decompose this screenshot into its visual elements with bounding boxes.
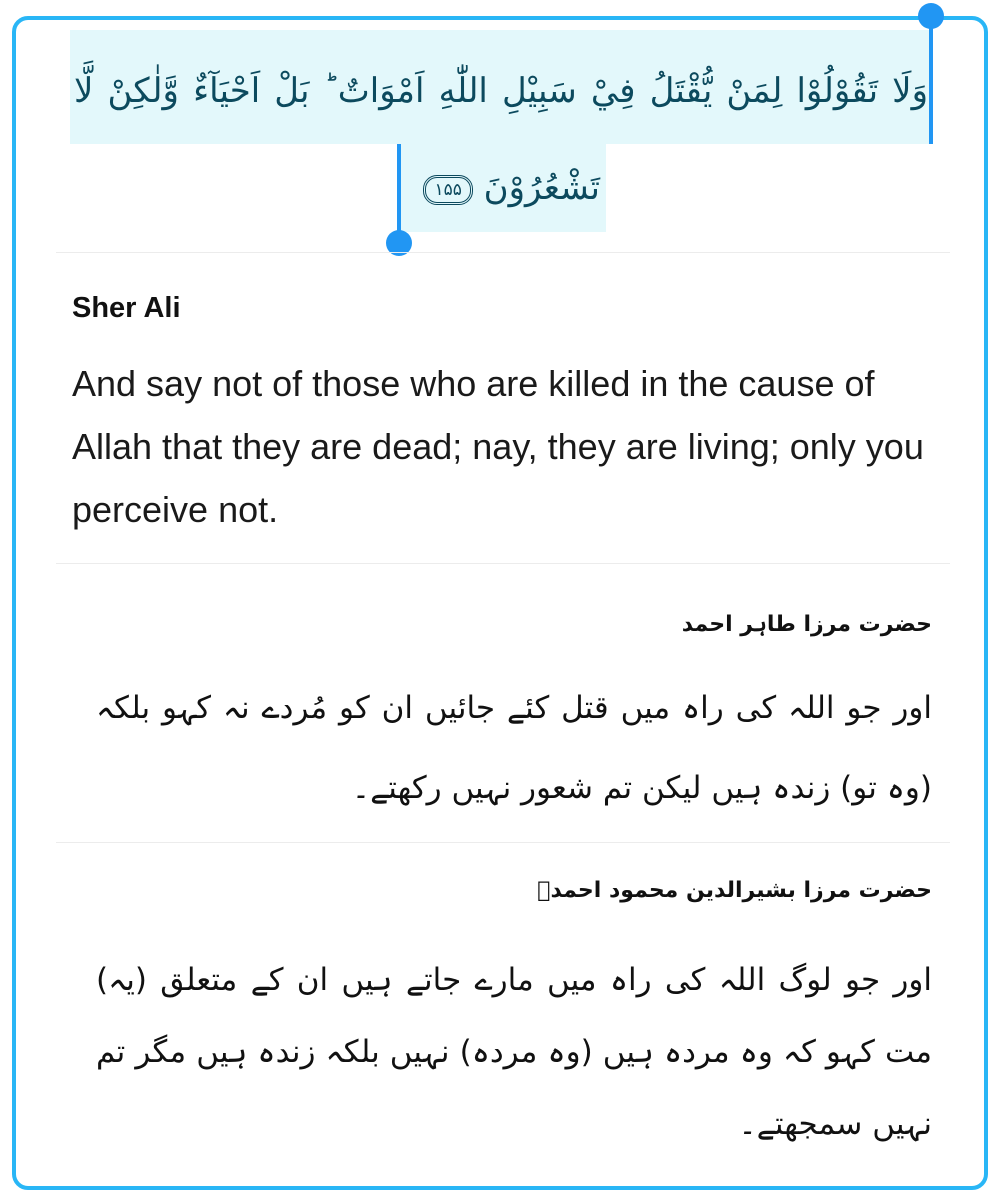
translator-name: حضرت مرزا بشیرالدین محمود احمدؓ [537, 878, 932, 903]
arabic-verse-line-2[interactable] [400, 158, 600, 218]
section-divider [56, 842, 950, 843]
selection-start-handle[interactable] [918, 3, 944, 29]
arabic-verse-line-1[interactable]: وَلَا تَقُوْلُوْا لِمَنْ يُّقْتَلُ فِيْ سَبِيْلِ اللّٰهِ اَمْوَاتٌ ؕ بَلْ اَحْيَآءٌ وَّلٰكِنْ لَّا [74, 71, 928, 111]
arabic-verse-end[interactable]: تَشْعُرُوْنَ [483, 168, 600, 208]
selection-end-handle-bar[interactable] [397, 144, 401, 242]
translator-name: Sher Ali [72, 292, 181, 324]
urdu-translation: اور جو اللہ کی راہ میں قتل کئے جائیں ان کو مُردے نہ کہو بلکہ (وہ تو) زندہ ہیں لیکن تم شعور نہیں رکھتے۔ [96, 690, 932, 806]
selection-start-handle-bar[interactable] [929, 14, 933, 144]
ayah-number-marker: ۱۵۵ [423, 175, 472, 205]
section-divider [56, 563, 950, 564]
urdu-translation: اور جو لوگ اللہ کی راہ میں مارے جاتے ہیں ان کے متعلق (یہ) مت کہو کہ وہ مردہ ہیں (وہ مردہ) نہیں بلکہ زندہ ہیں مگر تم نہیں سمجھتے۔ [96, 962, 932, 1142]
section-divider [56, 252, 950, 253]
translator-name: حضرت مرزا طاہر احمد [681, 612, 932, 637]
english-translation: And say not of those who are killed in the cause of Allah that they are dead; nay, they are living; only you perceive not. [72, 363, 924, 530]
